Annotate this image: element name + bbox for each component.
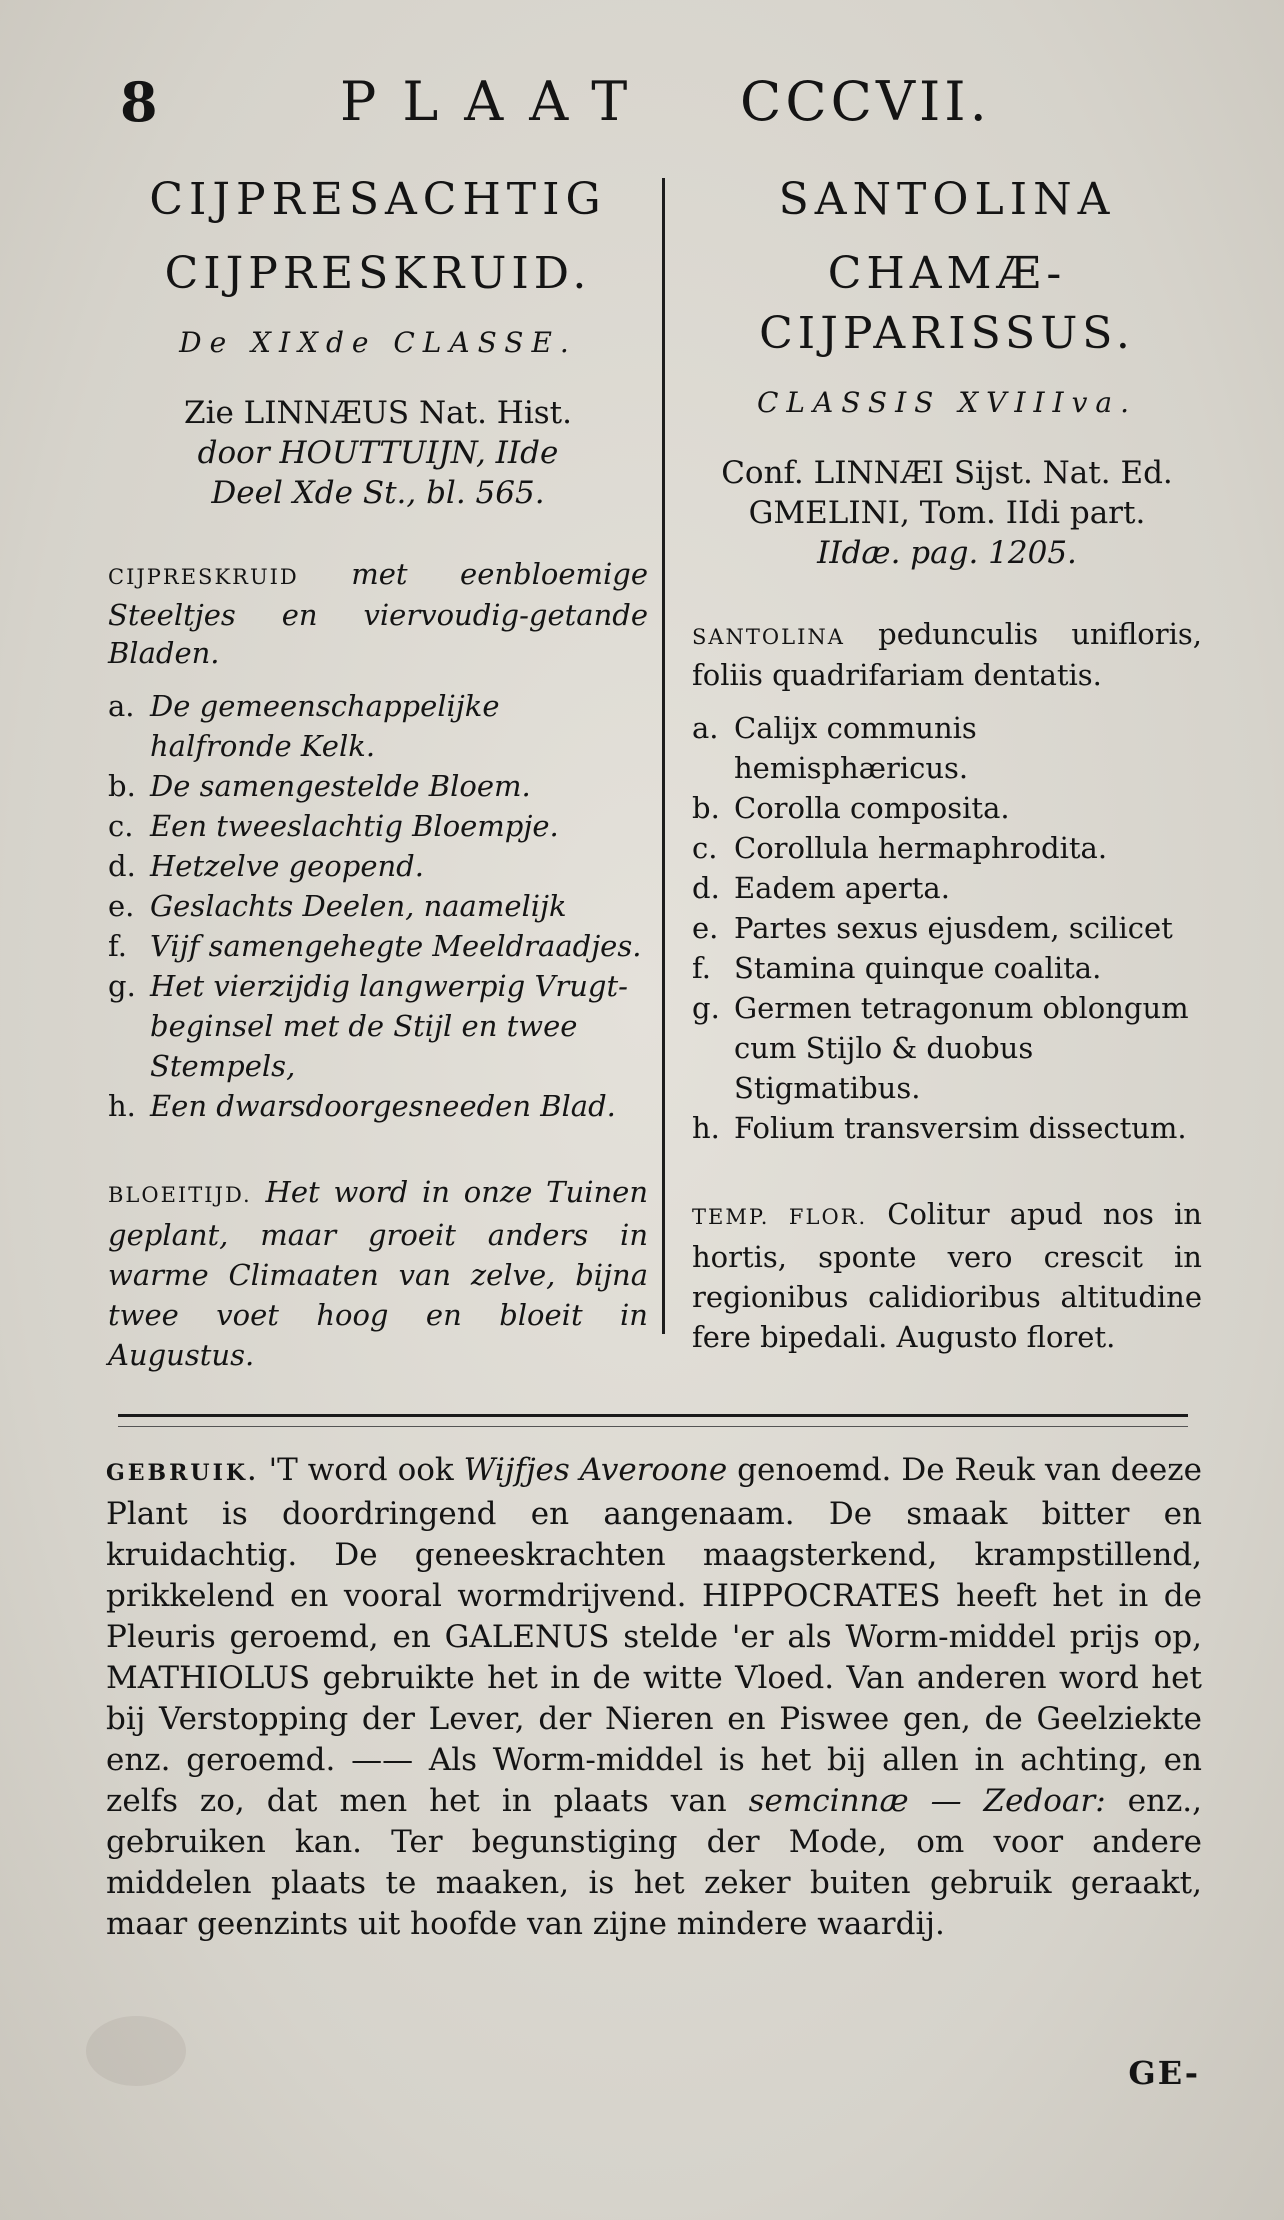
- item-text: Corollula hermaphrodita.: [734, 831, 1108, 865]
- item-text: Een dwarsdoorgesneeden Blad.: [150, 1089, 616, 1123]
- item-letter: b.: [108, 769, 136, 803]
- usage-paragraph: [106, 1450, 1202, 1945]
- left-ref-line: door HOUTTUIJN, IIde: [197, 435, 559, 471]
- right-classe: CLASSIS XVIIIva.: [757, 386, 1137, 419]
- item-letter: b.: [692, 791, 720, 825]
- right-flor-text: Colitur apud nos in hortis, sponte vero crescit in regionibus calidioribus altitudine fere bipedali. Augusto floret.: [692, 1197, 1202, 1354]
- page-number: 8: [120, 70, 168, 134]
- usage-text: 'T word ook: [268, 1452, 454, 1488]
- list-item: [108, 886, 648, 926]
- item-letter: h.: [108, 1089, 136, 1123]
- left-desc-text: met eenbloemige Steeltjes en viervoudig-getande Bladen.: [108, 557, 648, 670]
- item-text: De gemeenschappelijke halfronde Kelk.: [150, 689, 500, 763]
- item-text: De samengestelde Bloem.: [150, 769, 531, 803]
- right-flor-head: TEMP. FLOR.: [692, 1205, 868, 1229]
- item-letter: h.: [692, 1111, 720, 1145]
- list-item: [692, 788, 1202, 828]
- list-item: [692, 948, 1202, 988]
- right-column: [692, 170, 1202, 1357]
- right-desc-head: SANTOLINA: [692, 625, 845, 649]
- item-letter: a.: [692, 711, 719, 745]
- catchword: GE-: [1128, 2054, 1200, 2092]
- item-letter: g.: [692, 991, 720, 1025]
- item-text: Stamina quinque coalita.: [734, 951, 1102, 985]
- item-letter: c.: [108, 809, 134, 843]
- left-description: [108, 555, 648, 672]
- item-letter: e.: [108, 889, 135, 923]
- left-flowering: [108, 1172, 648, 1375]
- item-text: Folium transversim dissectum.: [734, 1111, 1187, 1145]
- item-text: Corolla composita.: [734, 791, 1010, 825]
- list-item: [108, 686, 648, 766]
- item-text: Partes sexus ejusdem, scilicet: [734, 911, 1173, 945]
- left-column: [108, 170, 648, 1375]
- item-text: Hetzelve geopend.: [150, 849, 424, 883]
- left-flor-head: BLOEITIJD.: [108, 1183, 252, 1207]
- item-letter: d.: [692, 871, 720, 905]
- item-text: Geslachts Deelen, naamelijk: [150, 889, 567, 923]
- right-ref-line: Conf. LINNÆI Sijst. Nat. Ed.: [721, 455, 1173, 491]
- list-item: [692, 908, 1202, 948]
- item-letter: g.: [108, 969, 136, 1003]
- left-reference: [108, 393, 648, 513]
- item-text: Het vierzijdig langwerpig Vrugt-beginsel met de Stijl en twee Stempels,: [150, 969, 628, 1083]
- column-divider: [662, 178, 665, 1334]
- right-species: CHAMÆ-CIJPARISSUS.: [759, 248, 1135, 359]
- page-header: [120, 70, 1020, 150]
- left-classe: De XIXde CLASSE.: [179, 326, 577, 359]
- item-letter: f.: [692, 951, 711, 985]
- item-letter: f.: [108, 929, 127, 963]
- list-item: [108, 806, 648, 846]
- right-genus: SANTOLINA: [778, 174, 1116, 225]
- usage-text: enz., gebruiken kan. Ter begunstiging der Mode, om voor andere middelen plaats te maaken, is het zeker buiten gebruik geraakt, maar geenzints uit hoofde van zijne mindere waardij.: [106, 1783, 1202, 1942]
- right-ref-line: IIdæ. pag. 1205.: [817, 535, 1077, 571]
- list-item: [692, 988, 1202, 1108]
- item-letter: c.: [692, 831, 718, 865]
- plate-number: CCCVII.: [740, 70, 991, 133]
- plate-title: PLAAT: [340, 70, 654, 133]
- item-text: Vijf samengehegte Meeldraadjes.: [150, 929, 642, 963]
- left-ref-line: Zie LINNÆUS Nat. Hist.: [184, 395, 572, 431]
- list-item: [692, 708, 1202, 788]
- right-ref-line: GMELINI, Tom. IIdi part.: [748, 495, 1146, 531]
- left-flor-text: Het word in onze Tuinen geplant, maar groeit anders in warme Climaaten van zelve, bijna twee voet hoog en bloeit in Augustus.: [108, 1175, 648, 1372]
- list-item: [692, 1108, 1202, 1148]
- usage-head: GEBRUIK.: [106, 1460, 259, 1486]
- left-genus: CIJPRESACHTIG: [149, 174, 607, 225]
- stain-mark: [86, 2016, 186, 2086]
- list-item: [108, 1086, 648, 1126]
- list-item: [108, 966, 648, 1086]
- right-description: [692, 615, 1202, 694]
- item-text: Eadem aperta.: [734, 871, 950, 905]
- item-letter: e.: [692, 911, 719, 945]
- list-item: [108, 926, 648, 966]
- section-rule-thin: [118, 1426, 1188, 1427]
- item-text: Calijx communis hemisphæricus.: [734, 711, 977, 785]
- left-desc-head: CIJPRESKRUID: [108, 565, 299, 589]
- item-text: Germen tetragonum oblongum cum Stijlo & duobus Stigmatibus.: [734, 991, 1189, 1105]
- left-ref-line: Deel Xde St., bl. 565.: [211, 475, 545, 511]
- usage-text-italic: semcinnæ — Zedoar:: [748, 1783, 1106, 1819]
- list-item: [108, 846, 648, 886]
- left-item-list: [108, 686, 648, 1126]
- right-flowering: [692, 1194, 1202, 1357]
- right-desc-text: pedunculis unifloris, foliis quadrifariam dentatis.: [692, 617, 1203, 692]
- list-item: [108, 766, 648, 806]
- right-item-list: [692, 708, 1202, 1148]
- item-text: Een tweeslachtig Bloempje.: [150, 809, 559, 843]
- list-item: [692, 828, 1202, 868]
- list-item: [692, 868, 1202, 908]
- item-letter: a.: [108, 689, 135, 723]
- left-species: CIJPRESKRUID.: [164, 248, 592, 299]
- usage-text: genoemd. De Reuk van deeze Plant is doordringend en aangenaam. De smaak bitter en kruidachtig. De geneeskrachten maagsterkend, krampstillend, prikkelend en vooral wormdrijvend. HIPPOCRATES heeft het in de Pleuris geroemd, en GALENUS stelde 'er als Worm-middel prijs op, MATHIOLUS gebruikte het in de witte Vloed. Van anderen word het bij Verstopping der Lever, der Nieren en Piswee gen, de Geelziekte enz. geroemd. —— Als Worm-middel is het bij allen in achting, en zelfs zo, dat men het in plaats van: [106, 1452, 1202, 1819]
- right-reference: [692, 453, 1202, 573]
- usage-text-italic: Wijfjes Averoone: [463, 1452, 728, 1488]
- item-letter: d.: [108, 849, 136, 883]
- section-rule: [118, 1414, 1188, 1417]
